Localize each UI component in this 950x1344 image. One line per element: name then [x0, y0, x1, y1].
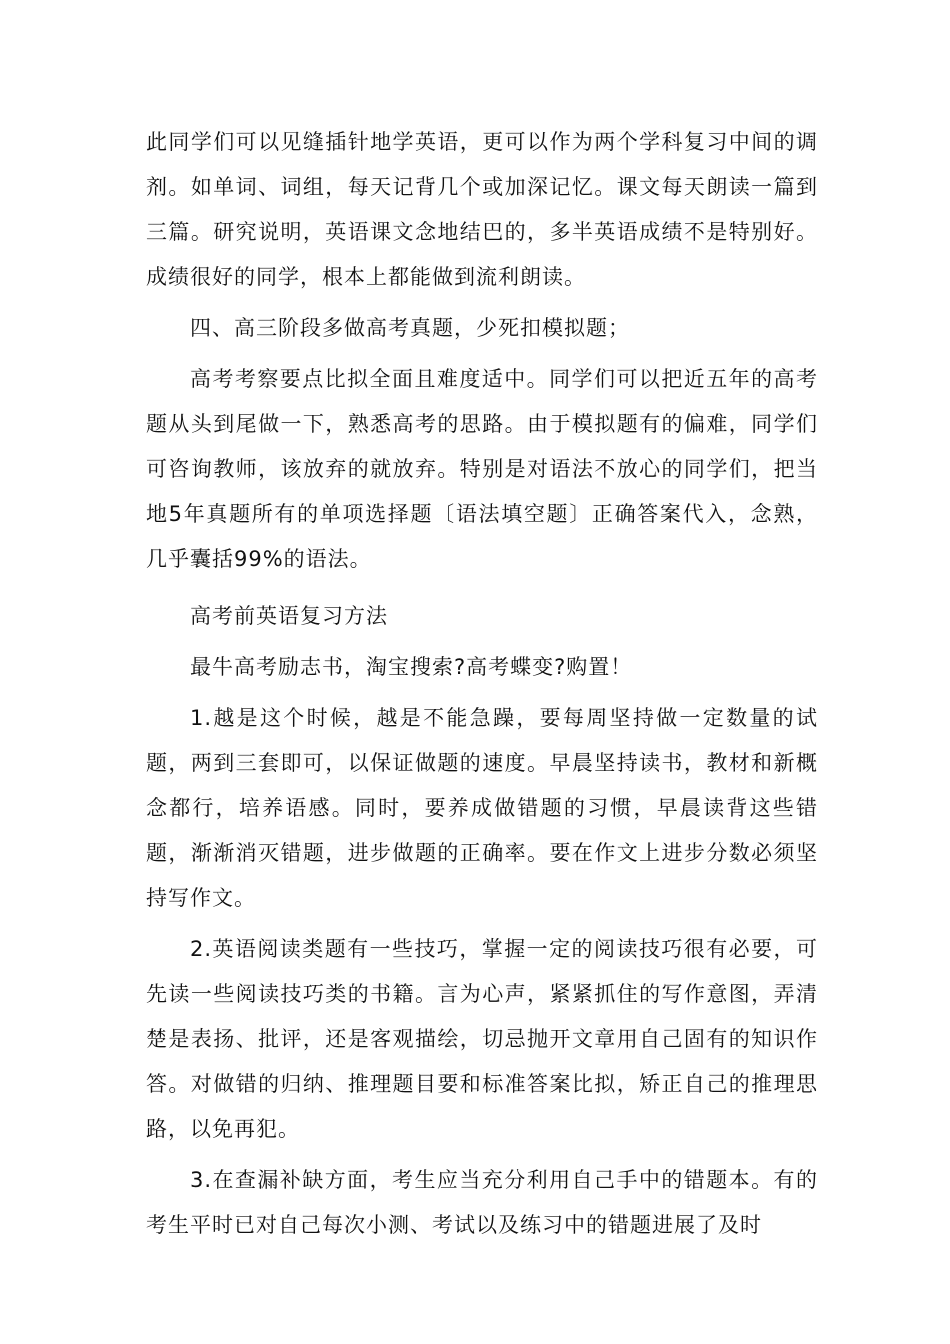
- list-item-2: 2.英语阅读类题有一些技巧，掌握一定的阅读技巧很有必要，可先读一些阅读技巧类的书籍。言为心声，紧紧抓住的写作意图，弄清楚是表扬、批评，还是客观描绘，切忌抛开文章用自己固有的知识作答。对做错的归纳、推理题目要和标准答案比拟，矫正自己的推理思路，以免再犯。: [146, 937, 818, 1141]
- paragraph-real-exams: 高考考察要点比拟全面且难度适中。同学们可以把近五年的高考题从头到尾做一下，熟悉高考的思路。由于模拟题有的偏难，同学们可咨询教师，该放弃的就放弃。特别是对语法不放心的同学们，把当地5年真题所有的单项选择题〔语法填空题〕正确答案代入，念熟，几乎囊括99%的语法。: [146, 367, 818, 571]
- section-heading-methods: 高考前英语复习方法: [190, 604, 388, 628]
- document-page: [146, 120, 818, 1248]
- paragraph-promo: 最牛高考励志书，淘宝搜索?高考蝶变?购置！: [190, 655, 633, 679]
- list-item-3: 3.在查漏补缺方面，考生应当充分利用自己手中的错题本。有的考生平时已对自己每次小测、考试以及练习中的错题进展了及时: [146, 1168, 818, 1237]
- list-item-1: 1.越是这个时候，越是不能急躁，要每周坚持做一定数量的试题，两到三套即可，以保证做题的速度。早晨坚持读书，教材和新概念都行，培养语感。同时，要养成做错题的习惯，早晨读背这些错题，渐渐消灭错题，进步做题的正确率。要在作文上进步分数必须坚持写作文。: [146, 706, 818, 910]
- paragraph-continuation: 此同学们可以见缝插针地学英语，更可以作为两个学科复习中间的调剂。如单词、词组，每天记背几个或加深记忆。课文每天朗读一篇到三篇。研究说明，英语课文念地结巴的，多半英语成绩不是特别好。成绩很好的同学，根本上都能做到流利朗读。: [146, 130, 818, 289]
- section-heading-four: 四、高三阶段多做高考真题，少死扣模拟题；: [190, 316, 630, 340]
